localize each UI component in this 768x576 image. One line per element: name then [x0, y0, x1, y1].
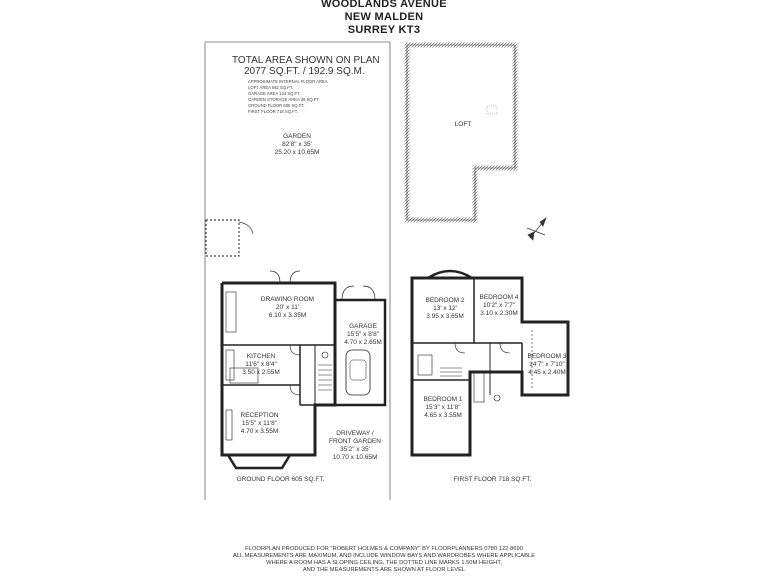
garage-metric: 4.70 x 2.65M — [344, 339, 382, 346]
reception-metric: 4.70 x 3.55M — [240, 428, 279, 435]
kitchen-label: KITCHEN — [246, 353, 276, 360]
driveway-label-1: DRIVEWAY / — [336, 430, 374, 437]
bedroom-1-metric: 4.65 x 3.55M — [424, 412, 462, 419]
bedroom-4-imperial: 10'2" x 7'7" — [482, 302, 516, 309]
bedroom-2-label: BEDROOM 2 — [425, 297, 465, 304]
garden-metric: 25.20 x 10.65M — [274, 149, 320, 156]
garden-label: GARDEN — [283, 133, 311, 140]
driveway-imperial: 35'2" x 35' — [340, 446, 370, 453]
address-line-3: SURREY KT3 — [347, 24, 421, 36]
first-floor-label: FIRST FLOOR 718 SQ.FT. — [453, 476, 532, 483]
garden-imperial: 82'8" x 35' — [282, 141, 312, 148]
driveway-metric: 10.70 x 10.65M — [332, 454, 378, 461]
bedroom-1-imperial: 15'3" x 11'8" — [425, 404, 461, 411]
footer-line-2: ALL MEASUREMENTS ARE MAXIMUM, AND INCLUDE WINDOW BAYS AND WARDROBES WHERE APPLICABLE — [232, 553, 536, 559]
bedroom-2-metric: 3.95 x 3.65M — [426, 313, 464, 320]
address-line-1: WOODLANDS AVENUE — [321, 0, 447, 10]
kitchen-metric: 3.50 x 2.55M — [242, 369, 280, 376]
drawing-room-metric: 6.10 x 3.35M — [268, 312, 307, 319]
approx-floor-area: APPROXIMATE INTERNAL FLOOR AREA — [248, 79, 328, 84]
footer-line-4: AND THE MEASUREMENTS ARE SHOWN AT FLOOR LEVEL — [302, 567, 466, 573]
total-area-value: 2077 SQ.FT. / 192.9 SQ.M. — [244, 66, 365, 77]
first-floor-area: FIRST FLOOR 718 SQ.FT. — [248, 109, 298, 114]
ground-floor-label: GROUND FLOOR 605 SQ.FT. — [236, 476, 325, 483]
loft-label: LOFT — [454, 121, 472, 128]
drawing-room-label: DRAWING ROOM — [260, 296, 315, 303]
footer-line-3: WHERE A ROOM HAS A SLOPING CEILING, THE DOTTED LINE MARKS 1.50M HEIGHT, — [266, 560, 502, 566]
loft-area: LOFT AREA 582 SQ.FT. — [248, 85, 294, 90]
kitchen-imperial: 11'6" x 8'4" — [245, 361, 277, 368]
footer-line-1: FLOORPLAN PRODUCED FOR "ROBERT HOLMES & COMPANY" BY FLOORPLANNERS 0780 122 8690 — [245, 546, 523, 552]
compass-icon — [527, 218, 546, 240]
bedroom-3-imperial: 14'7" x 7'10" — [529, 361, 565, 368]
bedroom-2-imperial: 13' x 12' — [433, 305, 457, 312]
reception-imperial: 15'5" x 11'8" — [241, 420, 278, 427]
bedroom-4-metric: 3.10 x 2.30M — [480, 310, 518, 317]
bedroom-3-metric: 4.45 x 2.40M — [528, 369, 566, 376]
bedroom-4-label: BEDROOM 4 — [479, 294, 519, 301]
total-area-heading: TOTAL AREA SHOWN ON PLAN — [232, 55, 380, 66]
garage-imperial: 15'5" x 8'8" — [346, 331, 380, 338]
drawing-room-imperial: 20' x 11' — [275, 304, 300, 311]
garage-label: GARAGE — [349, 323, 377, 330]
bedroom-1-label: BEDROOM 1 — [423, 396, 463, 403]
garden-storage — [206, 220, 253, 256]
storage-area: GARDEN STORAGE AREA 38 SQ.FT. — [248, 97, 320, 102]
reception-label: RECEPTION — [240, 412, 279, 419]
ground-floor-area: GROUND FLOOR 605 SQ.FT. — [248, 103, 305, 108]
bedroom-3-label: BEDROOM 3 — [527, 353, 567, 360]
garage-area: GARAGE AREA 134 SQ.FT. — [248, 91, 301, 96]
loft-outline — [407, 45, 515, 220]
driveway-label-2: FRONT GARDEN — [329, 438, 381, 445]
address-line-2: NEW MALDEN — [344, 11, 424, 23]
